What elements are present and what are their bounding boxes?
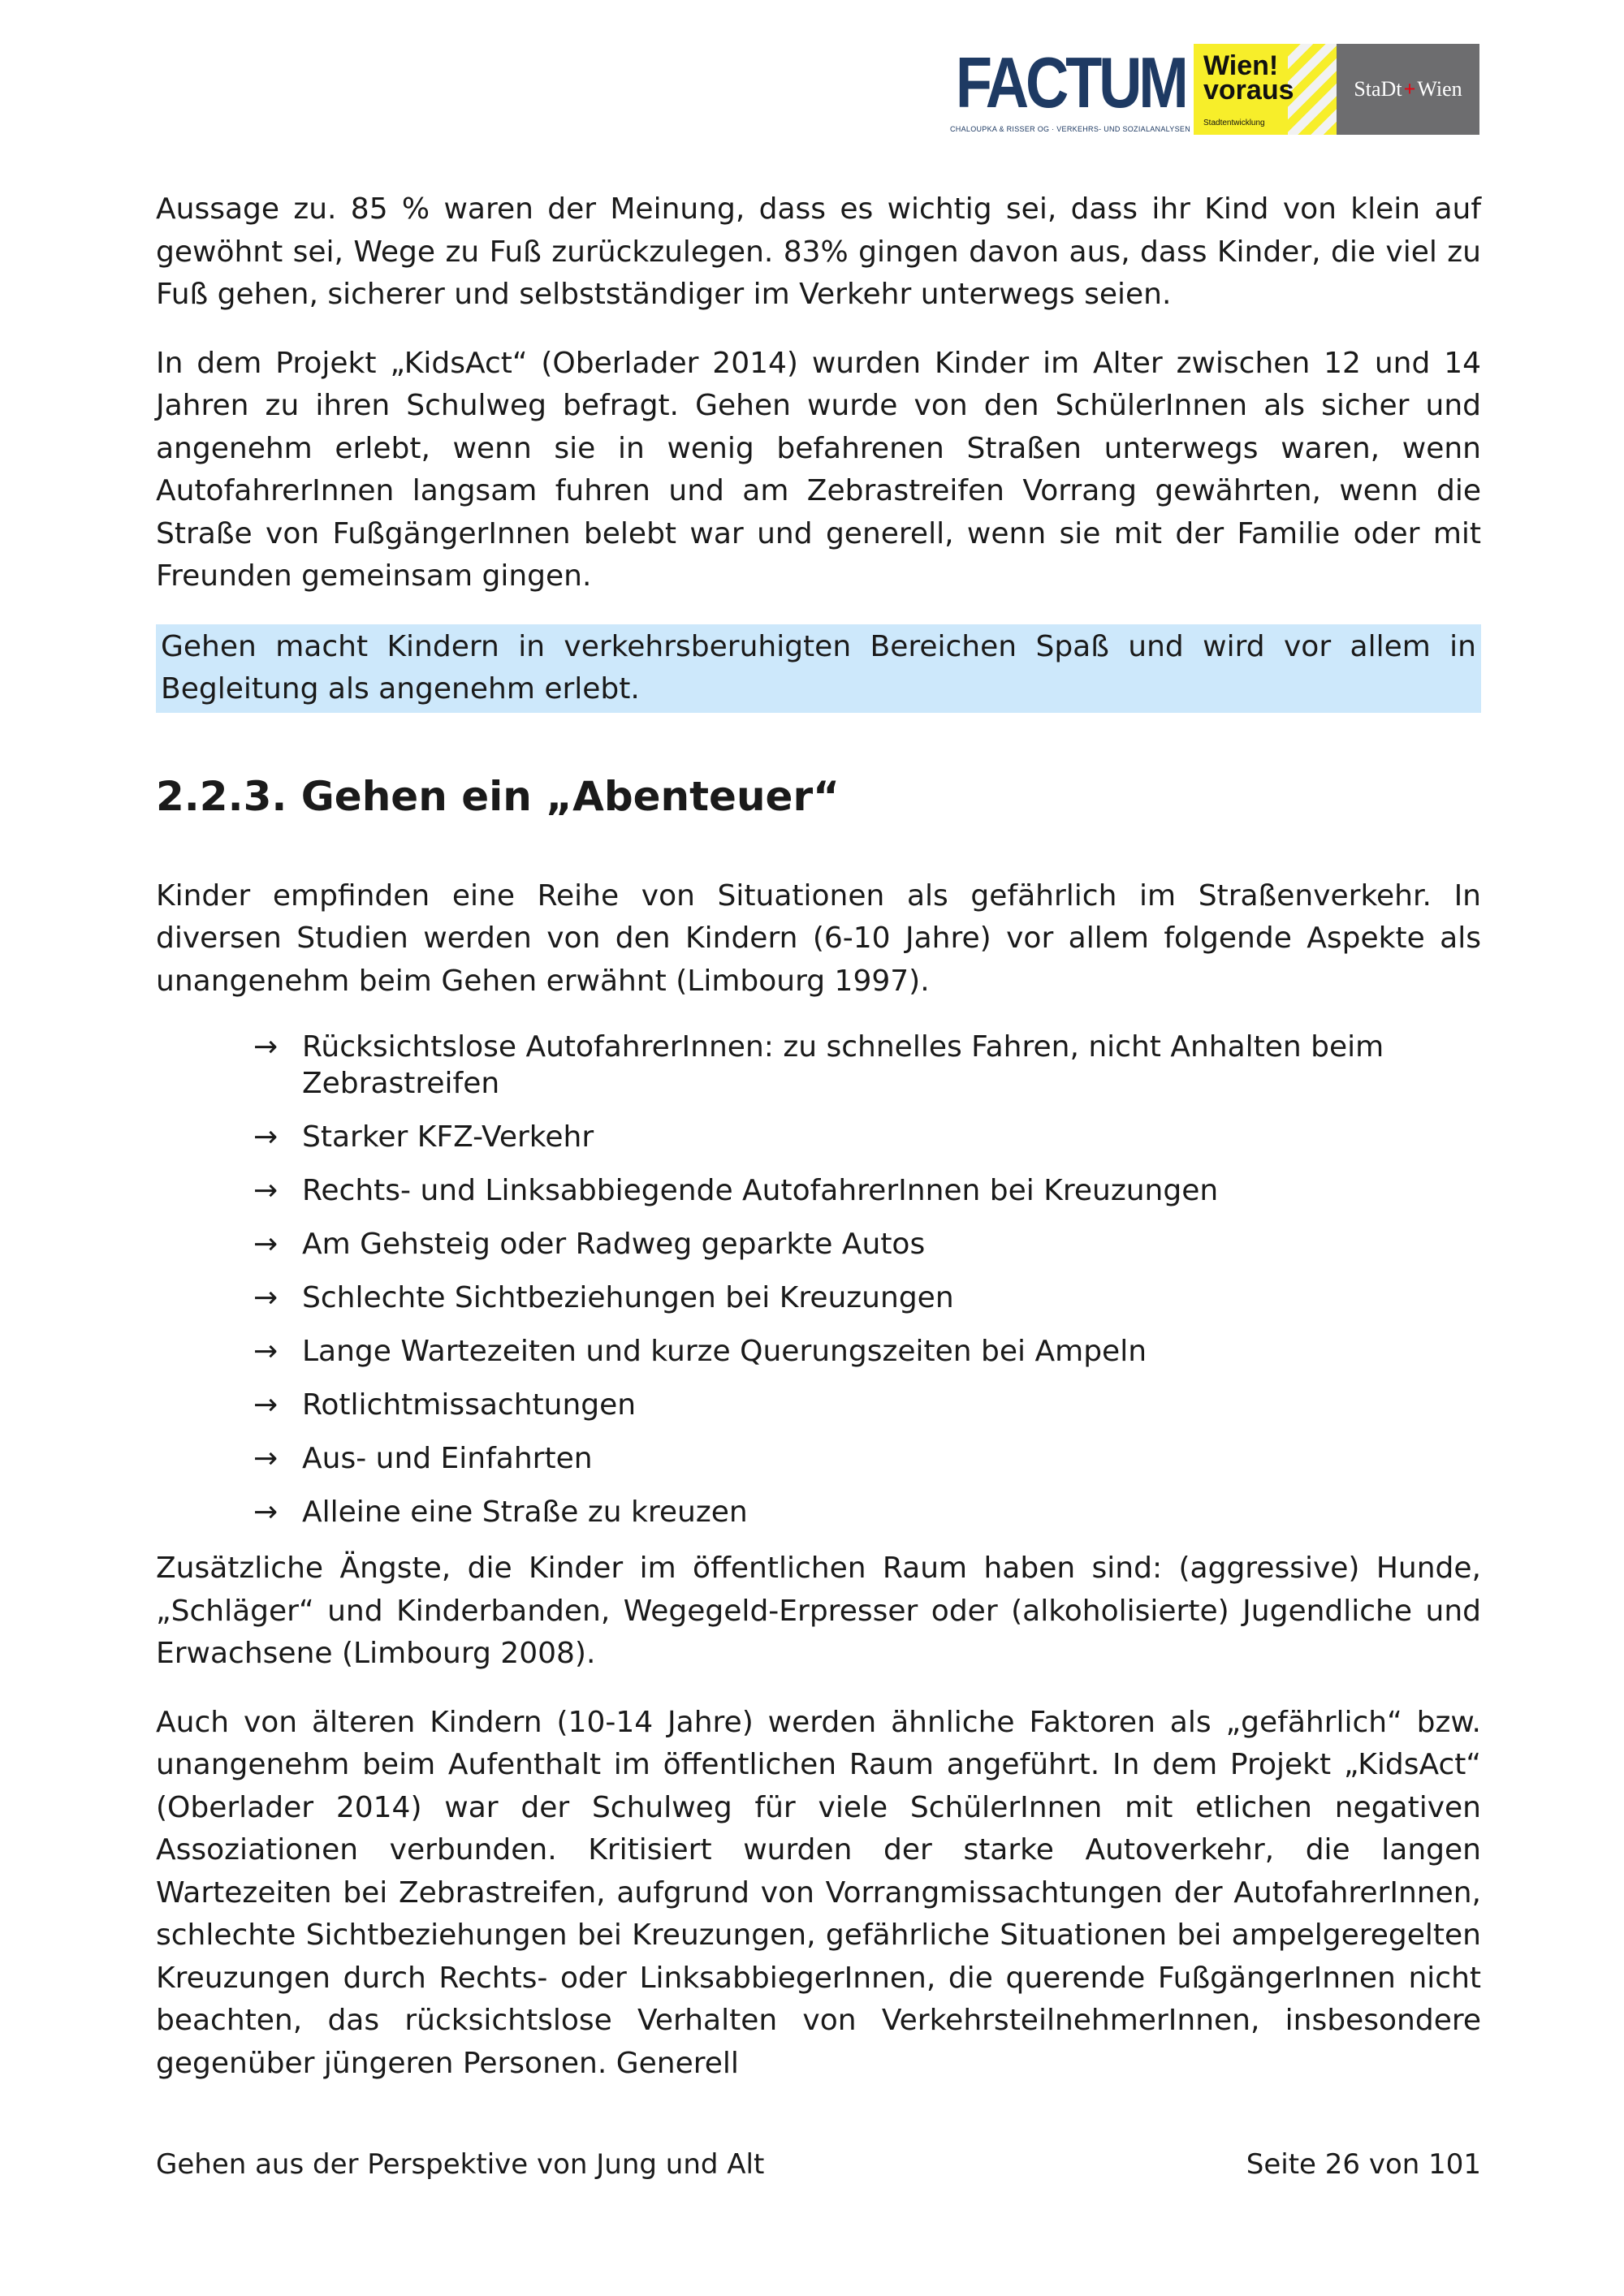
header-logos — [950, 42, 1479, 138]
list-item-text: Am Gehsteig oder Radweg geparkte Autos — [302, 1228, 926, 1261]
page-content — [156, 188, 1481, 2085]
list-item-text: Rotlichtmissachtungen — [302, 1388, 637, 1422]
arrow-right-icon: → — [253, 1335, 279, 1368]
list-item-text: Alleine eine Straße zu kreuzen — [302, 1495, 748, 1529]
factum-logo-word: FACTUM — [955, 42, 1186, 123]
list-item — [253, 1333, 1481, 1370]
arrow-right-icon: → — [253, 1281, 279, 1314]
section-heading: 2.2.3. Gehen ein „Abenteuer“ — [156, 772, 840, 820]
wien-voraus-logo — [1194, 44, 1337, 135]
paragraph-2: In dem Projekt „KidsAct“ (Oberlader 2014) wurden Kinder im Alter zwischen 12 und 14 Jahren zu ihren Schulweg befragt. Gehen wurde von den SchülerInnen als sicher und angenehm erlebt, wenn sie in wenig befahrenen Straßen unterwegs waren, wenn AutofahrerInnen langsam fuhren und am Zebrastreifen Vorrang gewährten, wenn die Straße von FußgängerInnen belebt war und generell, wenn sie mit der Familie oder mit Freunden gemeinsam gingen. — [156, 346, 1481, 593]
highlight-box: Gehen macht Kindern in verkehrsberuhigten Bereichen Spaß und wird vor allem in Begleitung als angenehm erlebt. — [156, 624, 1481, 713]
list-item-text: Lange Wartezeiten und kurze Querungszeiten bei Ampeln — [302, 1335, 1147, 1368]
paragraph-1: Aussage zu. 85 % waren der Meinung, dass es wichtig sei, dass ihr Kind von klein auf gewöhnt sei, Wege zu Fuß zurückzulegen. 83% gingen davon aus, dass Kinder, die viel zu Fuß gehen, sicherer und selbstständiger im Verkehr unterwegs seien. — [156, 192, 1481, 311]
arrow-right-icon: → — [253, 1442, 279, 1475]
arrow-right-icon: → — [253, 1030, 279, 1064]
wien-voraus-line2: voraus — [1203, 75, 1294, 106]
bullet-list — [156, 1029, 1481, 1530]
arrow-right-icon: → — [253, 1495, 279, 1529]
stadt-wien-right: Wien — [1417, 77, 1462, 101]
list-item — [253, 1029, 1481, 1102]
list-item-text: Rücksichtslose AutofahrerInnen: zu schnelles Fahren, nicht Anhalten beim Zebrastreifen — [302, 1030, 1384, 1100]
list-item — [253, 1172, 1481, 1209]
list-item — [253, 1440, 1481, 1477]
list-item-text: Starker KFZ-Verkehr — [302, 1120, 594, 1154]
stripes-graphic — [1288, 44, 1337, 135]
page-number: Seite 26 von 101 — [1246, 2148, 1481, 2181]
paragraph-3: Kinder empfinden eine Reihe von Situationen als gefährlich im Straßenverkehr. In diversen Studien werden von den Kindern (6-10 Jahre) vor allem folgende Aspekte als unangenehm beim Gehen erwähnt (Limbourg 1997). — [156, 878, 1481, 998]
paragraph-4: Zusätzliche Ängste, die Kinder im öffentlichen Raum haben sind: (aggressive) Hunde, „Schläger“ und Kinderbanden, Wegegeld-Erpresser oder (alkoholisierte) Jugendliche und Erwachsene (Limbourg 2008). — [156, 1552, 1481, 1670]
list-item-text: Schlechte Sichtbeziehungen bei Kreuzungen — [302, 1281, 954, 1314]
factum-logo — [950, 42, 1191, 138]
list-item — [253, 1494, 1481, 1530]
list-item — [253, 1226, 1481, 1262]
stadt-wien-left: StaDt — [1354, 77, 1402, 101]
stadt-wien-cross-icon: + — [1403, 77, 1416, 101]
list-item — [253, 1387, 1481, 1423]
list-item — [253, 1119, 1481, 1155]
arrow-right-icon: → — [253, 1228, 279, 1261]
list-item-text: Aus- und Einfahrten — [302, 1442, 593, 1475]
arrow-right-icon: → — [253, 1120, 279, 1154]
wien-voraus-subtitle: Stadtentwicklung — [1203, 119, 1265, 127]
page-footer — [156, 2148, 1481, 2181]
wien-voraus-line1: Wien! — [1203, 50, 1279, 81]
stadt-wien-logo — [1337, 44, 1479, 135]
list-item — [253, 1280, 1481, 1316]
footer-title: Gehen aus der Perspektive von Jung und Alt — [156, 2148, 765, 2181]
arrow-right-icon: → — [253, 1388, 279, 1422]
list-item-text: Rechts- und Linksabbiegende AutofahrerInnen bei Kreuzungen — [302, 1174, 1219, 1207]
factum-logo-subtitle: CHALOUPKA & RISSER OG · VERKEHRS- UND SOZIALANALYSEN — [950, 125, 1191, 133]
paragraph-5: Auch von älteren Kindern (10-14 Jahre) werden ähnliche Faktoren als „gefährlich“ bzw. unangenehm beim Aufenthalt im öffentlichen Raum angeführt. In dem Projekt „KidsAct“ (Oberlader 2014) war der Schulweg für viele SchülerInnen mit etlichen negativen Assoziationen verbunden. Kritisiert wurden der starke Autoverkehr, die langen Wartezeiten bei Zebrastreifen, aufgrund von Vorrangmissachtungen der AutofahrerInnen, schlechte Sichtbeziehungen bei Kreuzungen, gefährliche Situationen bei ampelgeregelten Kreuzungen durch Rechts- oder LinksabbiegerInnen, die querende FußgängerInnen nicht beachten, das rücksichtslose Verhalten von VerkehrsteilnehmerInnen, insbesondere gegenüber jüngeren Personen. Generell — [156, 1705, 1481, 2080]
arrow-right-icon: → — [253, 1174, 279, 1207]
